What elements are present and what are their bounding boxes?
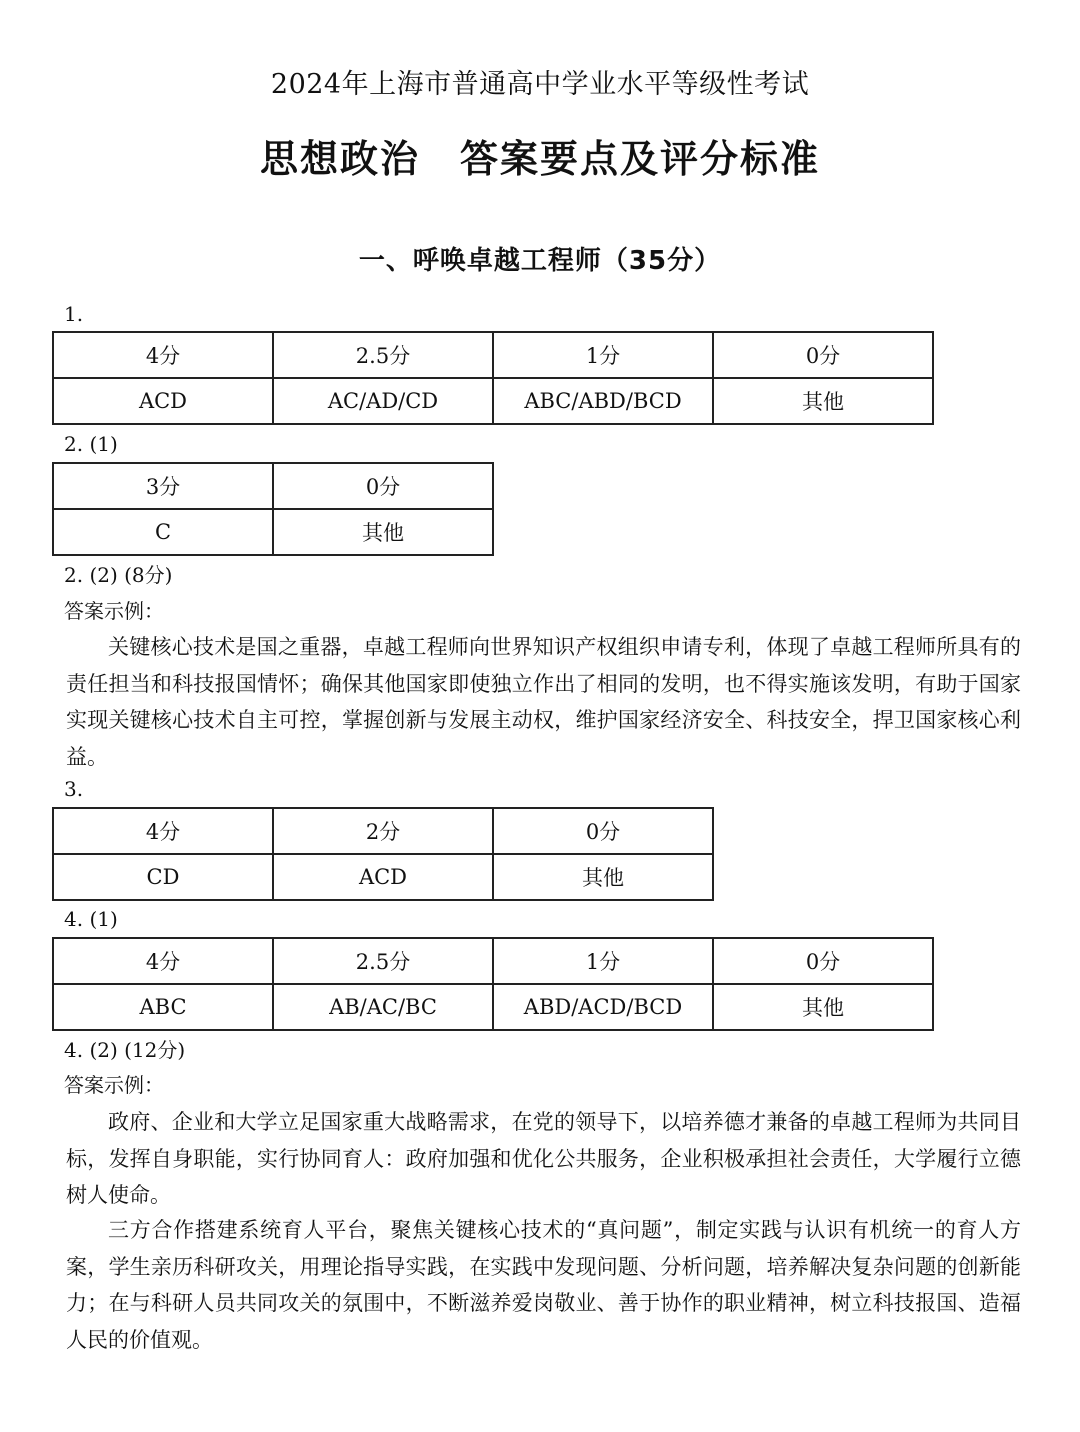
score-cell: 0分 bbox=[713, 938, 933, 984]
score-cell: 4分 bbox=[53, 808, 273, 854]
section-title: 一、呼唤卓越工程师（35分） bbox=[358, 246, 722, 276]
score-cell: 0分 bbox=[493, 808, 713, 854]
answer-row bbox=[53, 509, 493, 555]
question-2-1-score-table bbox=[52, 462, 494, 556]
question-4-1-score-table bbox=[52, 937, 934, 1031]
answer-cell: 其他 bbox=[713, 984, 933, 1030]
answer-cell: CD bbox=[53, 854, 273, 900]
answer-cell: ABC/ABD/BCD bbox=[493, 378, 713, 424]
score-cell: 2分 bbox=[273, 808, 493, 854]
answer-cell: 其他 bbox=[493, 854, 713, 900]
answer-paragraph: 三方合作搭建系统育人平台，聚焦关键核心技术的“真问题”，制定实践与认识有机统一的育人方案，学生亲历科研攻关，用理论指导实践，在实践中发现问题、分析问题，培养解决复杂问题的创新能力；在与科研人员共同攻关的氛围中，不断滋养爱岗敬业、善于协作的职业精神，树立科技报国、造福人民的价值观。 bbox=[66, 1218, 1021, 1352]
score-row bbox=[53, 332, 933, 378]
score-cell: 4分 bbox=[53, 332, 273, 378]
question-2-2-label: 2. (2) (8分) bbox=[64, 563, 173, 587]
score-cell: 0分 bbox=[273, 463, 493, 509]
answer-cell: ABD/ACD/BCD bbox=[493, 984, 713, 1030]
score-cell: 2.5分 bbox=[273, 332, 493, 378]
question-3-score-table bbox=[52, 807, 714, 901]
answer-cell: 其他 bbox=[713, 378, 933, 424]
score-row bbox=[53, 808, 713, 854]
answer-row bbox=[53, 984, 933, 1030]
answer-example-label: 答案示例： bbox=[64, 1073, 164, 1097]
question-4-2-label: 4. (2) (12分) bbox=[64, 1038, 186, 1062]
answer-cell: AC/AD/CD bbox=[273, 378, 493, 424]
answer-example-label: 答案示例： bbox=[64, 599, 164, 623]
main-title: 思想政治 答案要点及评分标准 bbox=[259, 137, 820, 181]
score-cell: 0分 bbox=[713, 332, 933, 378]
question-4-1-label: 4. (1) bbox=[64, 907, 118, 931]
answer-cell: ABC bbox=[53, 984, 273, 1030]
question-2-1-label: 2. (1) bbox=[64, 432, 118, 456]
answer-row bbox=[53, 378, 933, 424]
answer-paragraph: 政府、企业和大学立足国家重大战略需求，在党的领导下，以培养德才兼备的卓越工程师为共同目标，发挥自身职能，实行协同育人：政府加强和优化公共服务，企业积极承担社会责任，大学履行立德树人使命。 bbox=[66, 1110, 1021, 1207]
answer-cell: ACD bbox=[273, 854, 493, 900]
score-row bbox=[53, 463, 493, 509]
question-3-label: 3. bbox=[64, 777, 84, 801]
answer-row bbox=[53, 854, 713, 900]
question-1-label: 1. bbox=[64, 302, 84, 326]
score-cell: 1分 bbox=[493, 332, 713, 378]
score-cell: 3分 bbox=[53, 463, 273, 509]
answer-paragraph: 关键核心技术是国之重器，卓越工程师向世界知识产权组织申请专利，体现了卓越工程师所具有的责任担当和科技报国情怀；确保其他国家即使独立作出了相同的发明，也不得实施该发明，有助于国家实现关键核心技术自主可控，掌握创新与发展主动权，维护国家经济安全、科技安全，捍卫国家核心利益。 bbox=[66, 635, 1021, 769]
score-cell: 2.5分 bbox=[273, 938, 493, 984]
score-row bbox=[53, 938, 933, 984]
question-1-score-table bbox=[52, 331, 934, 425]
score-cell: 1分 bbox=[493, 938, 713, 984]
answer-cell: 其他 bbox=[273, 509, 493, 555]
answer-cell: C bbox=[53, 509, 273, 555]
exam-title: 2024年上海市普通高中学业水平等级性考试 bbox=[270, 69, 810, 100]
answer-cell: ACD bbox=[53, 378, 273, 424]
answer-cell: AB/AC/BC bbox=[273, 984, 493, 1030]
score-cell: 4分 bbox=[53, 938, 273, 984]
